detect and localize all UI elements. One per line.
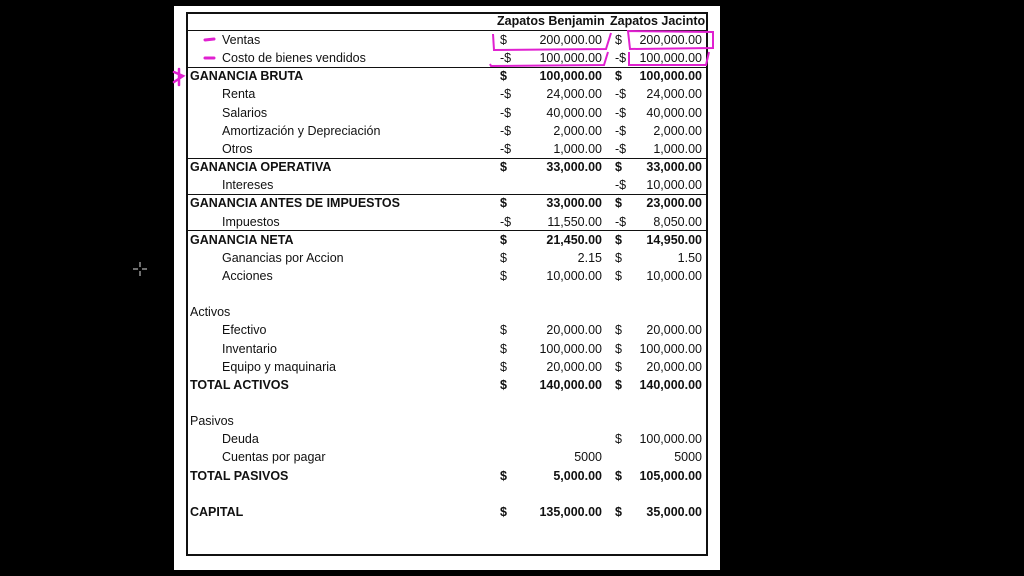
benjamin-value: 5,000.00 [553,468,602,483]
table-row [188,321,706,339]
row-label: Activos [190,305,231,320]
benjamin-currency: $ [500,341,507,356]
row-label: Pasivos [190,414,234,429]
benjamin-currency: $ [500,504,507,519]
benjamin-value: 1,000.00 [553,141,602,156]
jacinto-value: 10,000.00 [646,178,702,193]
benjamin-value: 40,000.00 [546,105,602,120]
jacinto-value: 100,000.00 [639,69,702,84]
table-row [188,231,706,249]
table-row [188,467,706,485]
header-row [188,12,706,30]
table-row [188,67,706,85]
table-row [188,194,706,212]
jacinto-currency: $ [615,232,622,247]
jacinto-currency: -$ [615,214,627,229]
benjamin-value: 140,000.00 [539,377,602,392]
table-row [188,104,706,122]
jacinto-currency: $ [615,323,622,338]
table-row [188,485,706,503]
benjamin-currency: -$ [500,123,512,138]
benjamin-value: 33,000.00 [546,196,602,211]
benjamin-currency: $ [500,377,507,392]
row-label: Ventas [222,33,261,47]
jacinto-currency: $ [615,341,622,356]
jacinto-currency: $ [615,160,622,175]
benjamin-value: 100,000.00 [539,341,602,356]
jacinto-currency: $ [615,377,622,392]
jacinto-currency: -$ [615,178,627,193]
table-row [188,285,706,303]
row-label: Intereses [222,178,274,193]
jacinto-currency: -$ [615,105,627,120]
crosshair-cursor-icon [132,261,148,277]
benjamin-currency: -$ [500,51,512,66]
jacinto-currency: $ [615,250,622,265]
row-label: Impuestos [222,214,280,229]
benjamin-value: 10,000.00 [546,268,602,283]
row-label: Ganancias por Accion [222,250,344,265]
benjamin-value: 21,450.00 [546,232,602,247]
table-row [188,340,706,358]
row-label: Otros [222,141,253,156]
table-row [188,430,706,448]
benjamin-value: 2.15 [577,250,602,265]
benjamin-value: 135,000.00 [539,504,602,519]
table-row [188,376,706,394]
row-label: CAPITAL [190,504,244,519]
benjamin-currency: -$ [500,141,512,156]
jacinto-currency: -$ [615,87,627,102]
row-label: Inventario [222,341,277,356]
benjamin-value: 100,000.00 [539,69,602,84]
benjamin-currency: $ [500,33,507,47]
row-label: Equipo y maquinaria [222,359,336,374]
benjamin-currency: -$ [500,214,512,229]
benjamin-currency: $ [500,232,507,247]
table-row [188,412,706,430]
jacinto-currency: $ [615,69,622,84]
benjamin-currency: $ [500,359,507,374]
table-row [188,249,706,267]
table-row [188,31,706,49]
row-label: GANANCIA OPERATIVA [190,160,332,175]
benjamin-value: 100,000.00 [539,51,602,66]
table-row [188,448,706,466]
row-label: TOTAL ACTIVOS [190,377,289,392]
table-row [188,213,706,231]
table-row [188,158,706,176]
jacinto-value: 1,000.00 [653,141,702,156]
benjamin-value: 20,000.00 [546,323,602,338]
benjamin-currency: $ [500,196,507,211]
table-row [188,85,706,103]
row-label: Salarios [222,105,268,120]
benjamin-currency: -$ [500,87,512,102]
benjamin-currency: $ [500,468,507,483]
row-label: GANANCIA NETA [190,232,294,247]
table-row [188,49,706,67]
jacinto-currency: $ [615,196,622,211]
table-row [188,394,706,412]
jacinto-value: 20,000.00 [646,323,702,338]
row-label: Cuentas por pagar [222,450,326,465]
jacinto-value: 20,000.00 [646,359,702,374]
benjamin-currency: $ [500,160,507,175]
jacinto-currency: $ [615,33,622,47]
header-zapatos-benjamin: Zapatos Benjamin [497,14,605,28]
row-label: Deuda [222,432,259,447]
jacinto-value: 24,000.00 [646,87,702,102]
jacinto-value: 14,950.00 [646,232,702,247]
row-label: GANANCIA ANTES DE IMPUESTOS [190,196,400,211]
jacinto-currency: $ [615,468,622,483]
jacinto-value: 100,000.00 [639,432,702,447]
row-label: Acciones [222,268,273,283]
jacinto-currency: -$ [615,141,627,156]
table-row [188,140,706,158]
benjamin-currency: $ [500,268,507,283]
jacinto-currency: -$ [615,123,627,138]
table-row [188,358,706,376]
benjamin-value: 200,000.00 [539,33,602,47]
benjamin-value: 20,000.00 [546,359,602,374]
benjamin-currency: $ [500,250,507,265]
jacinto-value: 200,000.00 [639,33,702,47]
row-label: Efectivo [222,323,267,338]
table-row [188,176,706,194]
jacinto-currency: $ [615,268,622,283]
jacinto-currency: $ [615,359,622,374]
jacinto-value: 1.50 [677,250,702,265]
jacinto-value: 5000 [674,450,702,465]
jacinto-value: 10,000.00 [646,268,702,283]
jacinto-value: 40,000.00 [646,105,702,120]
jacinto-value: 23,000.00 [646,196,702,211]
jacinto-value: 100,000.00 [639,341,702,356]
jacinto-value: 8,050.00 [653,214,702,229]
jacinto-value: 35,000.00 [646,504,702,519]
jacinto-value: 105,000.00 [639,468,702,483]
jacinto-value: 100,000.00 [639,51,702,66]
row-label: GANANCIA BRUTA [190,69,304,84]
header-zapatos-jacinto: Zapatos Jacinto [610,14,706,28]
jacinto-currency: $ [615,432,622,447]
benjamin-value: 2,000.00 [553,123,602,138]
jacinto-currency: -$ [615,51,627,66]
table-row [188,503,706,521]
row-label: Costo de bienes vendidos [222,51,366,66]
table-row [188,303,706,321]
table-row [188,122,706,140]
jacinto-value: 2,000.00 [653,123,702,138]
benjamin-value: 11,550.00 [547,214,602,229]
benjamin-currency: -$ [500,105,512,120]
table-row [188,267,706,285]
benjamin-value: 5000 [574,450,602,465]
benjamin-value: 33,000.00 [546,160,602,175]
jacinto-value: 140,000.00 [639,377,702,392]
benjamin-currency: $ [500,323,507,338]
benjamin-value: 24,000.00 [546,87,602,102]
row-label: Renta [222,87,256,102]
benjamin-currency: $ [500,69,507,84]
jacinto-currency: $ [615,504,622,519]
row-label: Amortización y Depreciación [222,123,381,138]
jacinto-value: 33,000.00 [646,160,702,175]
row-label: TOTAL PASIVOS [190,468,289,483]
